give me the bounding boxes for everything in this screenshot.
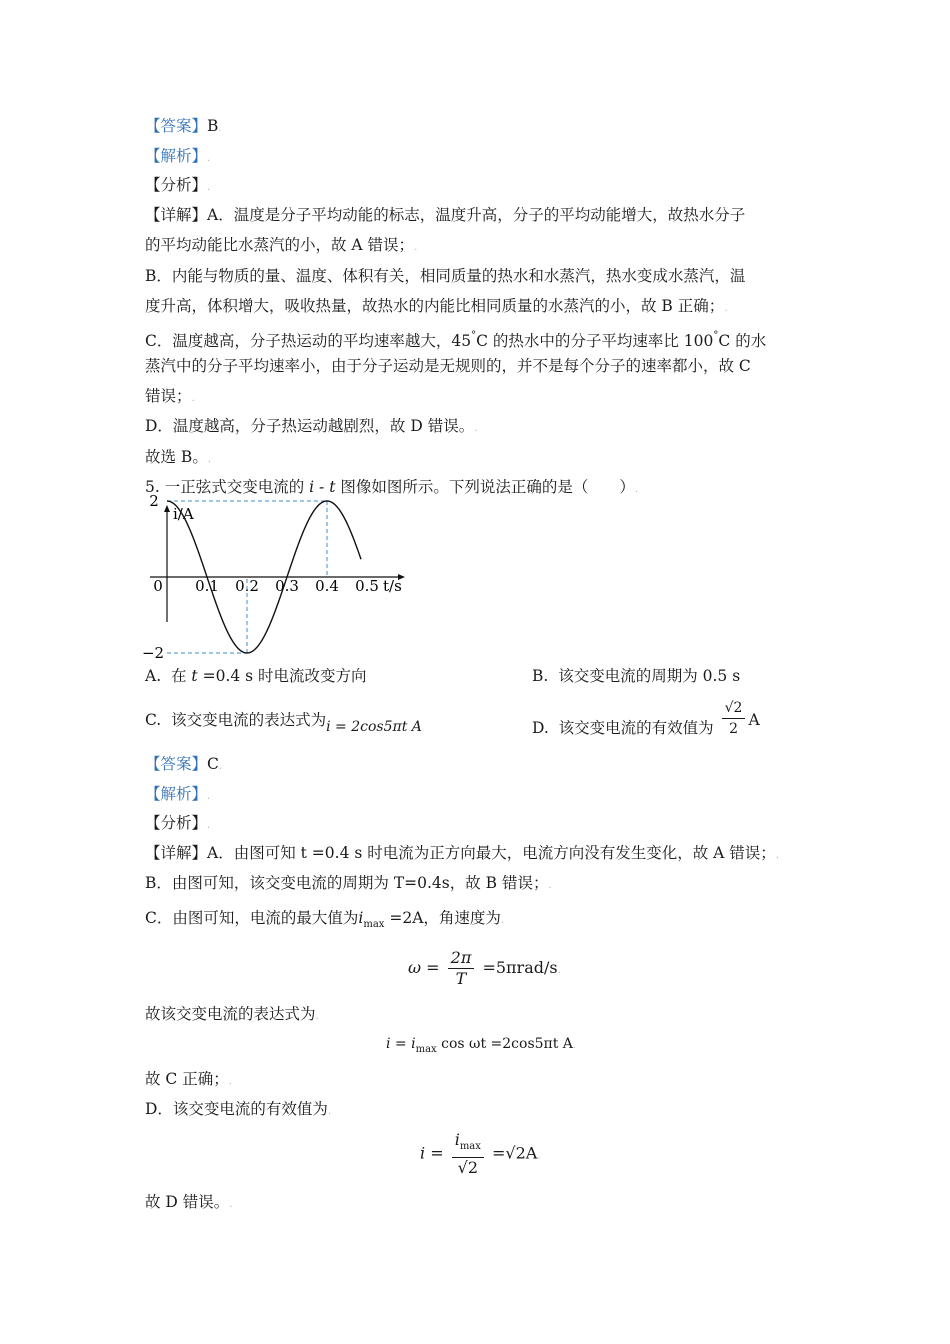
x-tick-label: 0.4 bbox=[315, 577, 339, 595]
q5-option-c: C. 该交变电流的表达式为i = 2cos5πt A bbox=[145, 711, 422, 735]
expr-formula: $i = i_{max}$ cos ωt =2cos5πt A. bbox=[386, 1036, 577, 1055]
q4-answer: 【答案】B. bbox=[145, 117, 222, 135]
q5-option-a: A. 在 t =0.4 s 时电流改变方向 bbox=[145, 667, 367, 685]
x-axis-label: t/s bbox=[383, 577, 402, 595]
q5-detail-a: 【详解】A．由图可知 t =0.4 s 时电流为正方向最大，电流方向没有发生变化，故 A 错误；. bbox=[145, 844, 779, 862]
y-axis-label: i/A bbox=[173, 505, 194, 523]
q5-detail-d: D．该交变电流的有效值为. bbox=[145, 1100, 332, 1118]
q4-detail-b1: B．内能与物质的量、温度、体积有关，相同质量的热水和水蒸汽，热水变成水蒸汽，温 bbox=[145, 267, 746, 285]
q5-option-d: D. 该交变电流的有效值为 $\frac{√2}{2}$ A bbox=[532, 700, 760, 737]
q4-detail-a1: 【详解】A．温度是分子平均动能的标志，温度升高，分子的平均动能增大，故热水分子 bbox=[145, 206, 746, 224]
q4-fenxi-tag: 【分析】. bbox=[145, 176, 211, 194]
y-tick-label: −2 bbox=[141, 644, 165, 662]
q4-detail-c3: 错误；. bbox=[145, 387, 195, 405]
current-time-graph bbox=[140, 492, 420, 662]
q4-detail-c1: C．温度越高，分子热运动的平均速率越大，45°C 的热水中的分子平均速率比 100°C 的水 bbox=[145, 330, 767, 350]
q5-answer: 【答案】C. bbox=[145, 755, 223, 773]
q5-fenxi-tag: 【分析】. bbox=[145, 814, 211, 832]
q5-option-b: B. 该交变电流的周期为 0.5 s bbox=[532, 667, 741, 685]
q4-detail-d: D．温度越高，分子热运动越剧烈，故 D 错误。. bbox=[145, 417, 478, 435]
x-tick-label: 0 bbox=[153, 577, 163, 595]
rms-formula: i = $\frac{i_{max}}{√2}$ =√2A. bbox=[420, 1130, 541, 1177]
q4-detail-b2: 度升高，体积增大，吸收热量，故热水的内能比相同质量的水蒸汽的小，故 B 正确；. bbox=[145, 297, 728, 315]
y-axis-arrow bbox=[164, 505, 170, 512]
omega-formula: ω = $\frac{2\pi}{T}$ =5πrad/s. bbox=[408, 948, 561, 988]
q5-analysis-tag: 【解析】. bbox=[145, 785, 211, 803]
y-tick-label: 2 bbox=[149, 492, 159, 510]
q4-detail-a2: 的平均动能比水蒸汽的小，故 A 错误；. bbox=[145, 236, 418, 254]
q5-detail-b: B．由图可知，该交变电流的周期为 T=0.4s，故 B 错误；. bbox=[145, 874, 552, 892]
q4-analysis-tag: 【解析】. bbox=[145, 147, 211, 165]
q5-expr-intro: 故该交变电流的表达式为. bbox=[145, 1005, 319, 1023]
x-tick-label: 0.5 bbox=[355, 577, 379, 595]
q5-stem: 5. 一正弦式交变电流的 i - t 图像如图所示。下列说法正确的是（ ）. bbox=[145, 478, 639, 496]
x-tick-label: 0.2 bbox=[235, 577, 259, 595]
q4-conclusion: 故选 B。. bbox=[145, 448, 212, 466]
q5-d-wrong: 故 D 错误。. bbox=[145, 1193, 233, 1211]
q4-detail-c2: 蒸汽中的分子平均速率小，由于分子运动是无规则的，并不是每个分子的速率都小，故 C bbox=[145, 357, 751, 375]
q5-detail-c: C．由图可知，电流的最大值为$i_{max} =2A$，角速度为. bbox=[145, 909, 505, 930]
x-tick-label: 0.3 bbox=[275, 577, 299, 595]
q5-c-correct: 故 C 正确；. bbox=[145, 1070, 232, 1088]
x-tick-label: 0.1 bbox=[195, 577, 219, 595]
